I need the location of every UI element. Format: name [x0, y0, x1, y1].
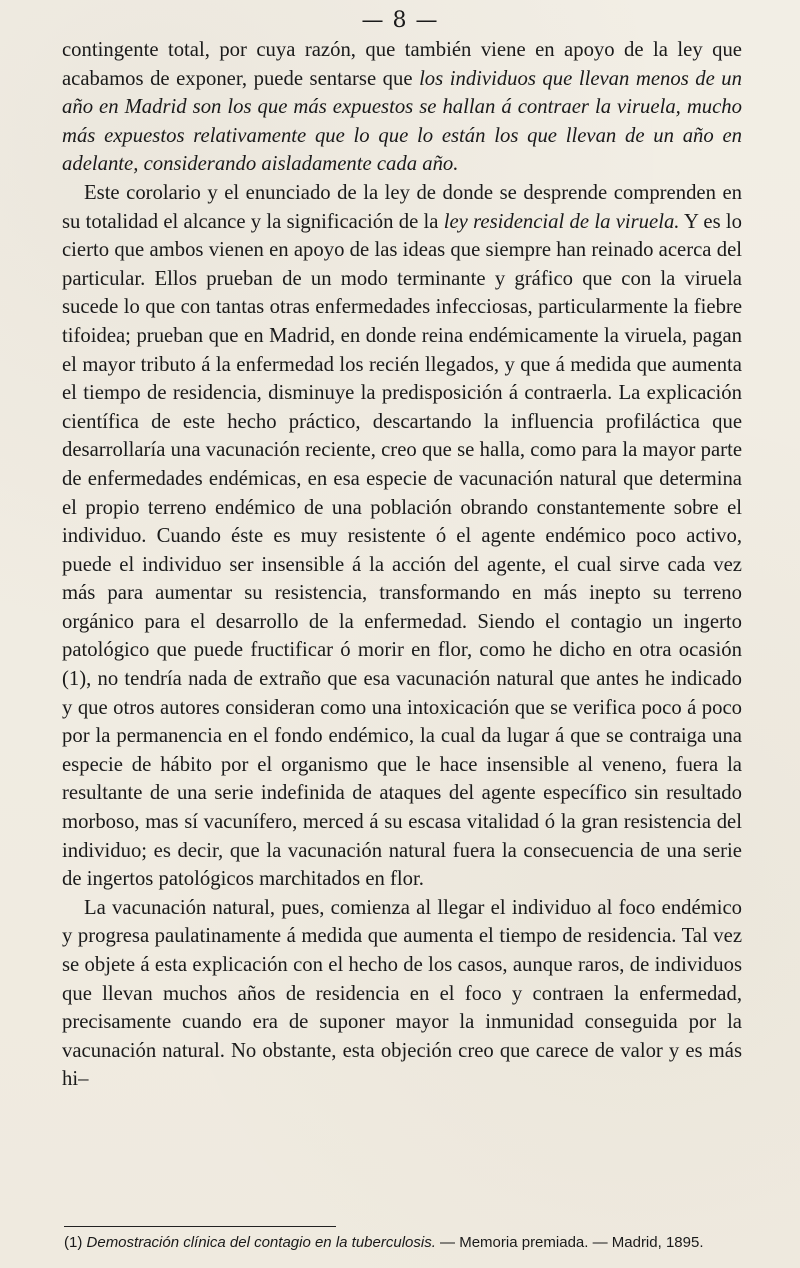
text-run: La vacunación natural, pues, comienza al llegar el individuo al foco endémico y progresa paulatinamente á medida que aumenta el tiempo de residencia. Tal vez se objete á esta explicación con el hecho de los casos, aunque raros, de individuos que llevan muchos años de residencia en el foco y contraen la enfermedad, precisamente cuando era de suponer mayor la inmunidad conseguida por la vacunación natural. No obstante, esta objeción creo que carece de valor y es más hi–: [62, 896, 742, 1091]
paragraph: [62, 894, 742, 1094]
footnote-rest: — Memoria premiada. — Madrid, 1895.: [435, 1234, 704, 1251]
footnote-divider: [64, 1226, 336, 1227]
text-run: contingente total, por cuya razón, que también viene en apoyo de la ley que acabamos de exponer, puede sentarse que: [62, 39, 742, 90]
text-run: Y es lo cierto que ambos vienen en apoyo de las ideas que siempre han reinado acerca del particular. Ellos prueban de un modo terminante y gráfico que con la viruela sucede lo que con tantas otras enfermedades infecciosas, particularmente la fiebre tifoidea; prueban que en Madrid, en donde reina endémicamente la viruela, pagan el mayor tributo á la enfermedad los recién llegados, y que á medida que aumenta el tiempo de residencia, disminuye la predisposición á contraerla. La explicación científica de este hecho práctico, descartando la influencia profiláctica que desarrollaría una vacunación reciente, creo que se halla, como para la mayor parte de enfermedades endémicas, en esa especie de vacunación natural que determina el propio terreno endémico de una población obrando constantemente sobre el individuo. Cuando éste es muy resistente ó el agente endémico poco activo, puede el individuo ser insensible á la acción del agente, el cual sirve cada vez más para aumentar su resistencia, transformando en más inepto su terreno orgánico para el desarrollo de la enfermedad. Siendo el contagio un ingerto patológico que puede fructificar ó morir en flor, como he dicho en otra ocasión (1), no tendría nada de extraño que esa vacunación natural que antes he indicado y que otros autores consideran como una intoxicación que se verifica poco á poco por la permanencia en el fondo endémico, la cual da lugar á que se contraiga una especie de hábito por el organismo que le hace insensible al veneno, fuera la resultante de una serie indefinida de ataques del agente específico sin resultado morboso, mas sí vacunífero, merced á su escasa vitalidad ó la gran resistencia del individuo; es decir, que la vacunación natural fuera la consecuencia de una serie de ingertos patológicos marchitados en flor.: [62, 210, 743, 891]
text-run: Este corolario y el enunciado de la ley de donde se desprende comprenden en su totalidad el alcance y la significación de la: [62, 181, 742, 233]
footnote-title: Demostración clínica del contagio en la tuberculosis.: [86, 1234, 436, 1251]
paragraph: [62, 179, 742, 894]
body-text: [62, 36, 742, 1094]
italic-text-run: los individuos que llevan menos de un año en Madrid son los que más expuestos se hallan á contraer la viruela, mucho más expuestos relativamente que lo que lo están los que llevan de un año en adelante, considerando aisladamente cada año.: [62, 67, 742, 176]
paragraph: [62, 36, 742, 179]
italic-text-run: ley residencial de la viruela.: [443, 210, 680, 233]
footnote-marker: (1): [64, 1234, 83, 1251]
page-number: — 8 —: [361, 8, 439, 33]
footnote: [64, 1233, 754, 1253]
